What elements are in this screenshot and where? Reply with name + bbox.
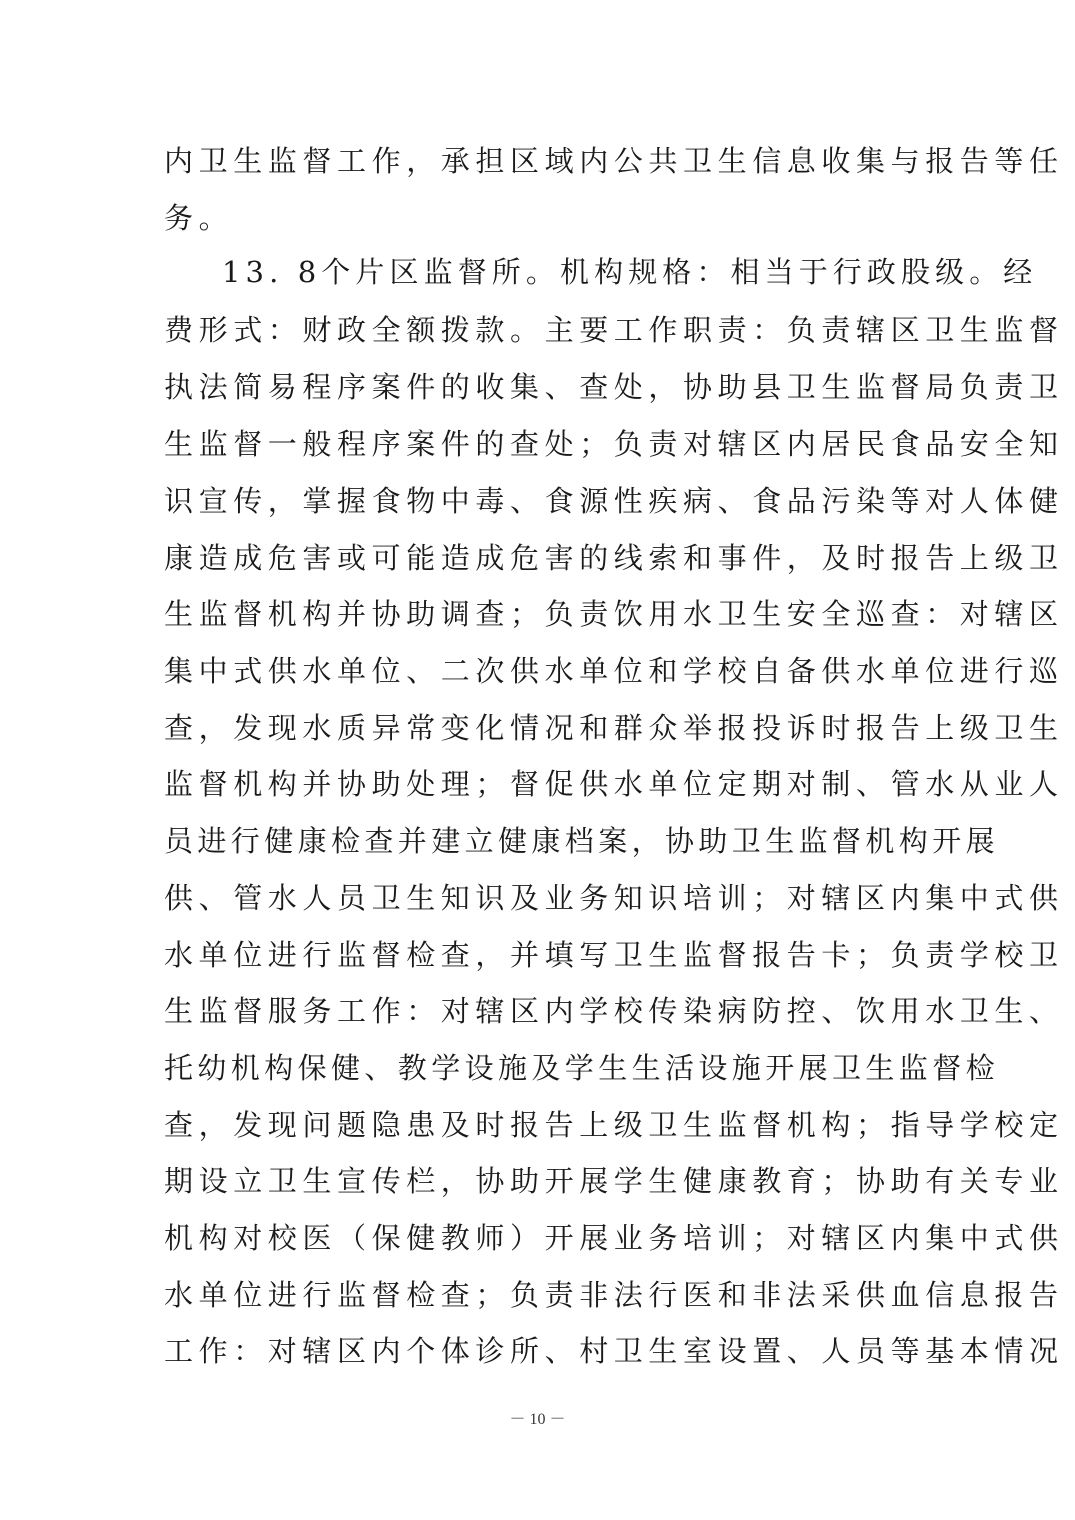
text-line: 托幼机构保健、教学设施及学生生活设施开展卫生监督检 [164,1051,1000,1085]
text-line: 生监督一般程序案件的查处；负责对辖区内居民食品安全知 [164,427,1064,461]
text-line: 执法简易程序案件的收集、查处，协助县卫生监督局负责卫 [164,370,1064,404]
text-line: 查，发现水质异常变化情况和群众举报投诉时报告上级卫生 [164,711,1064,745]
text-line: 识宣传，掌握食物中毒、食源性疾病、食品污染等对人体健 [164,484,1064,518]
text-line: 内卫生监督工作，承担区域内公共卫生信息收集与报告等任 [164,144,1064,178]
text-line: 费形式：财政全额拨款。主要工作职责：负责辖区卫生监督 [164,313,1064,347]
text-line: 康造成危害或可能造成危害的线索和事件，及时报告上级卫 [164,541,1064,575]
text-line: 监督机构并协助处理；督促供水单位定期对制、管水从业人 [164,767,1064,801]
page-number: － 10 － [509,1411,566,1428]
paragraph-start-line: 13. 8个片区监督所。机构规格：相当于行政股级。经 [222,255,1038,289]
text-line: 水单位进行监督检查；负责非法行医和非法采供血信息报告 [164,1278,1064,1312]
text-line: 生监督机构并协助调查；负责饮用水卫生安全巡查：对辖区 [164,597,1064,631]
text-line: 查，发现问题隐患及时报告上级卫生监督机构；指导学校定 [164,1108,1064,1142]
text-line: 期设立卫生宣传栏，协助开展学生健康教育；协助有关专业 [164,1164,1064,1198]
text-line: 供、管水人员卫生知识及业务知识培训；对辖区内集中式供 [164,881,1064,915]
text-line: 务。 [164,201,234,235]
text-line: 员进行健康检查并建立健康档案，协助卫生监督机构开展 [164,824,1000,858]
text-line: 水单位进行监督检查，并填写卫生监督报告卡；负责学校卫 [164,938,1064,972]
text-line: 机构对校医（保健教师）开展业务培训；对辖区内集中式供 [164,1221,1064,1255]
text-line: 工作：对辖区内个体诊所、村卫生室设置、人员等基本情况 [164,1334,1064,1368]
text-line: 生监督服务工作：对辖区内学校传染病防控、饮用水卫生、 [164,994,1064,1028]
text-line: 集中式供水单位、二次供水单位和学校自备供水单位进行巡 [164,654,1064,688]
